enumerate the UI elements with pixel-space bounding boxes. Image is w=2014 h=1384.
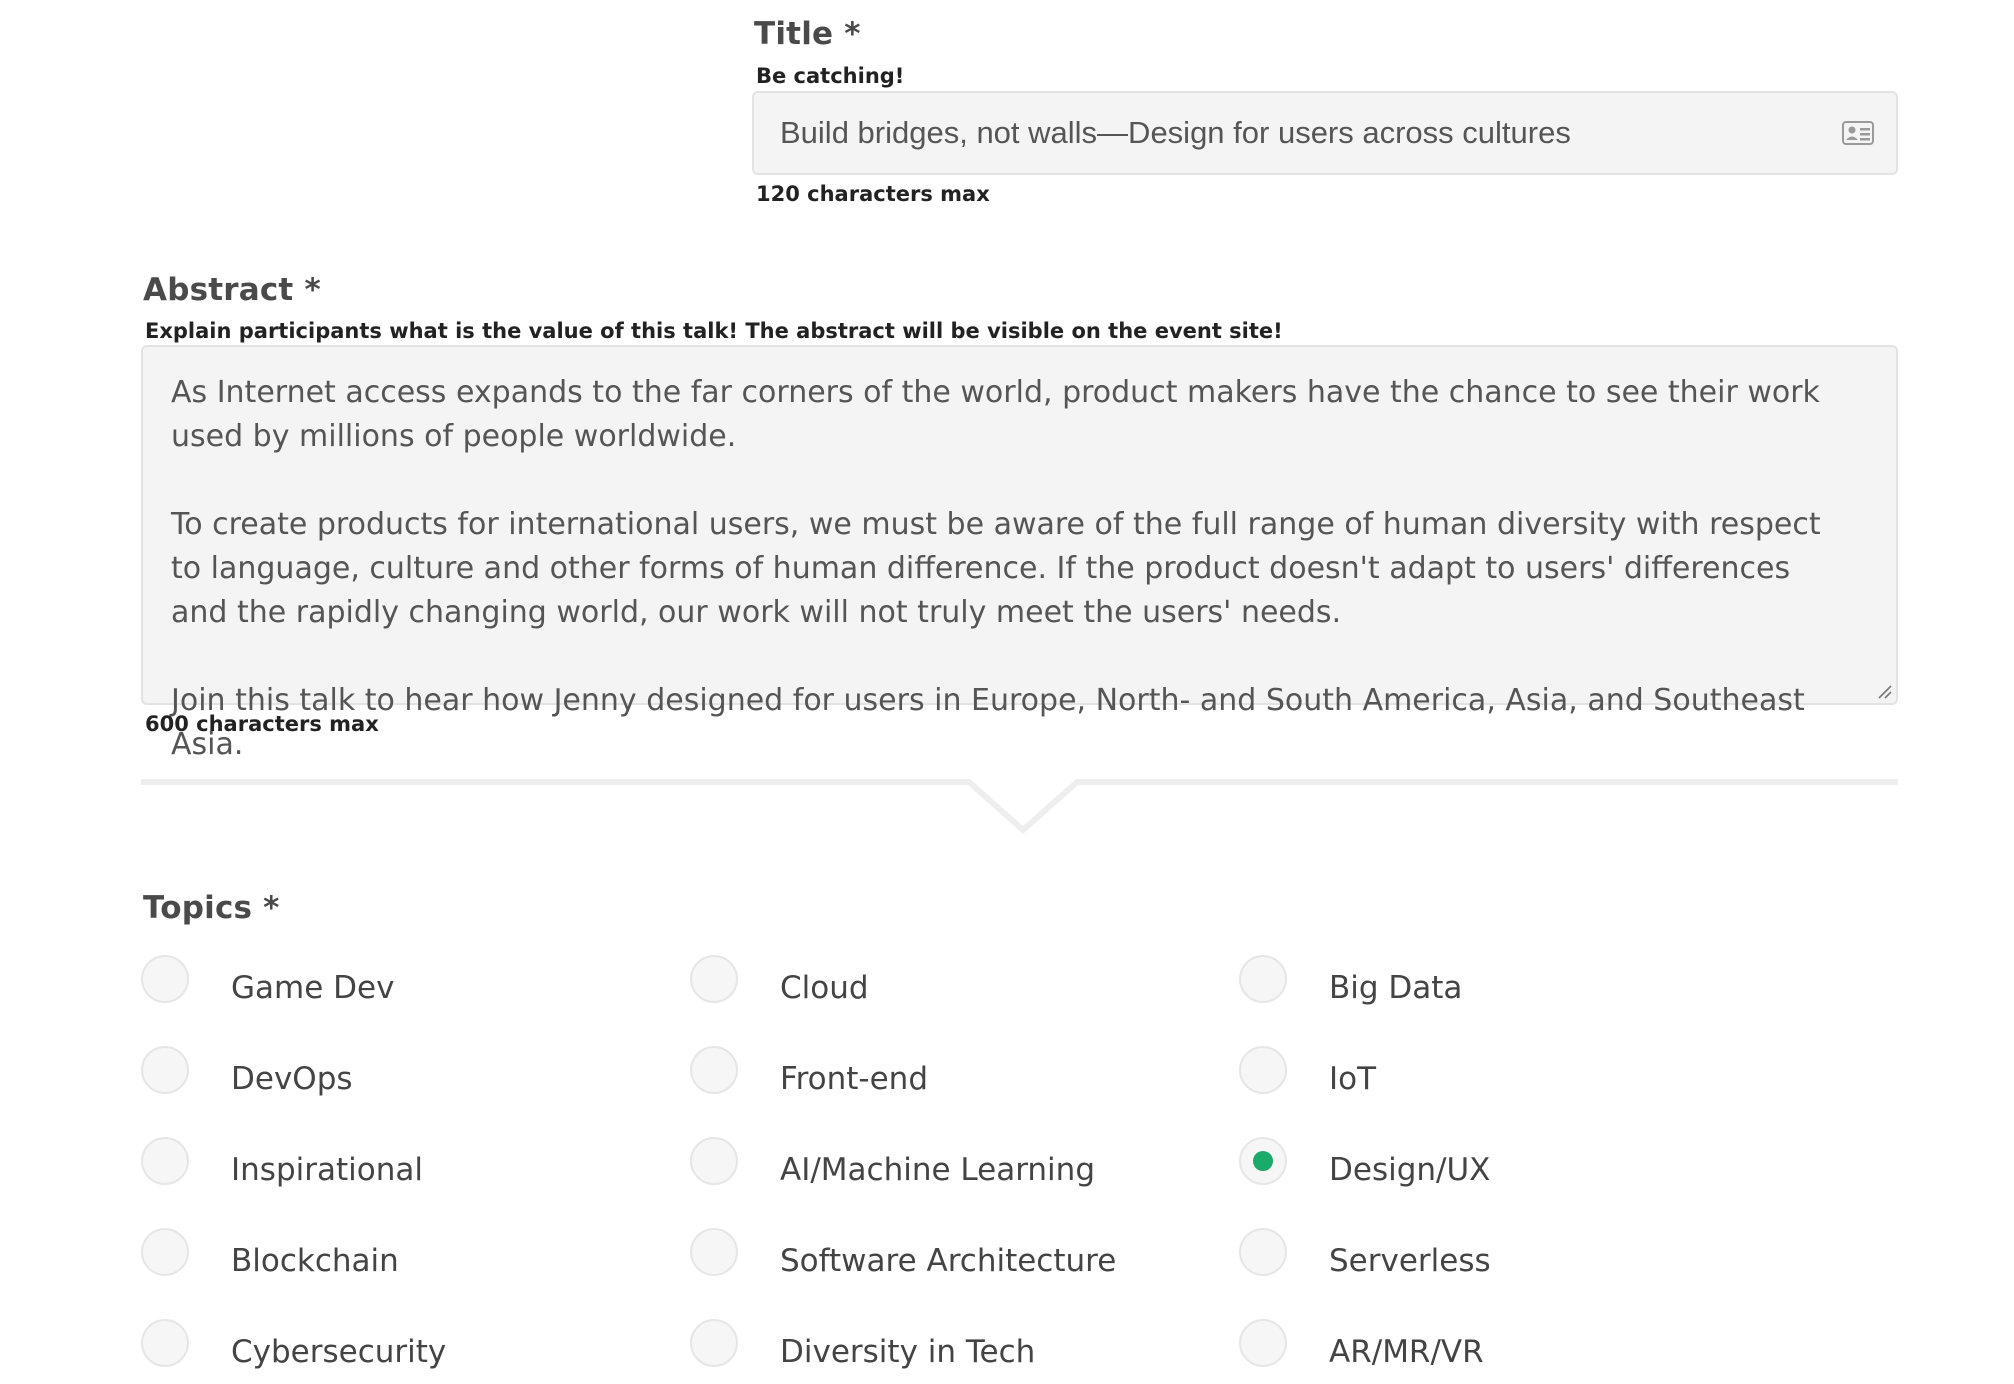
topic-label: Game Dev <box>231 970 395 1006</box>
topic-option[interactable] <box>141 1137 423 1197</box>
topic-option[interactable] <box>1239 1319 1484 1379</box>
topic-radio[interactable] <box>690 955 738 1003</box>
topic-radio[interactable] <box>690 1228 738 1276</box>
topic-label: Cybersecurity <box>231 1334 447 1370</box>
abstract-paragraph: As Internet access expands to the far corners of the world, product makers have the chance to see their work used by millions of people worldwide. <box>171 375 1820 454</box>
topic-radio[interactable] <box>690 1137 738 1185</box>
topic-radio[interactable] <box>1239 1228 1287 1276</box>
abstract-limit: 600 characters max <box>145 712 379 736</box>
topic-option[interactable] <box>690 1319 1035 1379</box>
topic-label: Software Architecture <box>780 1243 1117 1279</box>
topic-label: Cloud <box>780 970 869 1006</box>
topic-option[interactable] <box>141 1228 399 1288</box>
title-input[interactable] <box>752 91 1898 175</box>
title-limit: 120 characters max <box>756 182 990 206</box>
topic-option[interactable] <box>690 1046 928 1106</box>
topic-radio[interactable] <box>141 955 189 1003</box>
topic-radio[interactable] <box>141 1046 189 1094</box>
abstract-label: Abstract * <box>143 272 321 308</box>
topic-label: AI/Machine Learning <box>780 1152 1095 1188</box>
topic-option[interactable] <box>1239 1228 1491 1288</box>
resize-handle-icon[interactable] <box>1876 683 1892 699</box>
topic-option[interactable] <box>690 955 869 1015</box>
topic-radio[interactable] <box>1239 1137 1287 1185</box>
topic-option[interactable] <box>1239 1046 1376 1106</box>
topic-radio[interactable] <box>1239 1319 1287 1367</box>
section-divider <box>141 773 1898 833</box>
topic-option[interactable] <box>141 1319 446 1379</box>
topic-radio[interactable] <box>690 1046 738 1094</box>
title-hint: Be catching! <box>756 64 905 88</box>
topic-radio[interactable] <box>141 1228 189 1276</box>
topic-radio[interactable] <box>141 1137 189 1185</box>
topic-label: Big Data <box>1329 970 1463 1006</box>
topic-label: IoT <box>1329 1061 1377 1097</box>
topics-label: Topics * <box>143 890 280 926</box>
topic-option[interactable] <box>1239 1137 1490 1197</box>
topic-radio[interactable] <box>1239 955 1287 1003</box>
topic-label: Blockchain <box>231 1243 399 1279</box>
title-label: Title * <box>754 16 861 52</box>
topic-label: Inspirational <box>231 1152 423 1188</box>
topic-label: Design/UX <box>1329 1152 1491 1188</box>
topic-option[interactable] <box>690 1137 1095 1197</box>
topic-radio[interactable] <box>1239 1046 1287 1094</box>
contact-card-icon <box>1842 121 1874 145</box>
topic-option[interactable] <box>690 1228 1116 1288</box>
topic-label: Serverless <box>1329 1243 1491 1279</box>
abstract-paragraph: To create products for international users, we must be aware of the full range of human diversity with respect to language, culture and other forms of human difference. If the product doesn't adapt to users' differences and the rapidly changing world, our work will not truly meet the users' needs. <box>171 507 1821 630</box>
topic-label: DevOps <box>231 1061 353 1097</box>
abstract-paragraph: Join this talk to hear how Jenny designed for users in Europe, North- and South America, Asia, and Southeast Asia. <box>171 683 1805 762</box>
abstract-hint: Explain participants what is the value of this talk! The abstract will be visible on the event site! <box>145 319 1283 343</box>
topic-radio[interactable] <box>690 1319 738 1367</box>
topic-label: AR/MR/VR <box>1329 1334 1484 1370</box>
topic-option[interactable] <box>1239 955 1462 1015</box>
topic-option[interactable] <box>141 955 394 1015</box>
title-input-value: Build bridges, not walls—Design for users across cultures <box>780 115 1571 150</box>
topic-label: Front-end <box>780 1061 928 1097</box>
topic-option[interactable] <box>141 1046 353 1106</box>
topic-radio[interactable] <box>141 1319 189 1367</box>
abstract-text <box>171 371 1844 811</box>
topic-label: Diversity in Tech <box>780 1334 1036 1370</box>
